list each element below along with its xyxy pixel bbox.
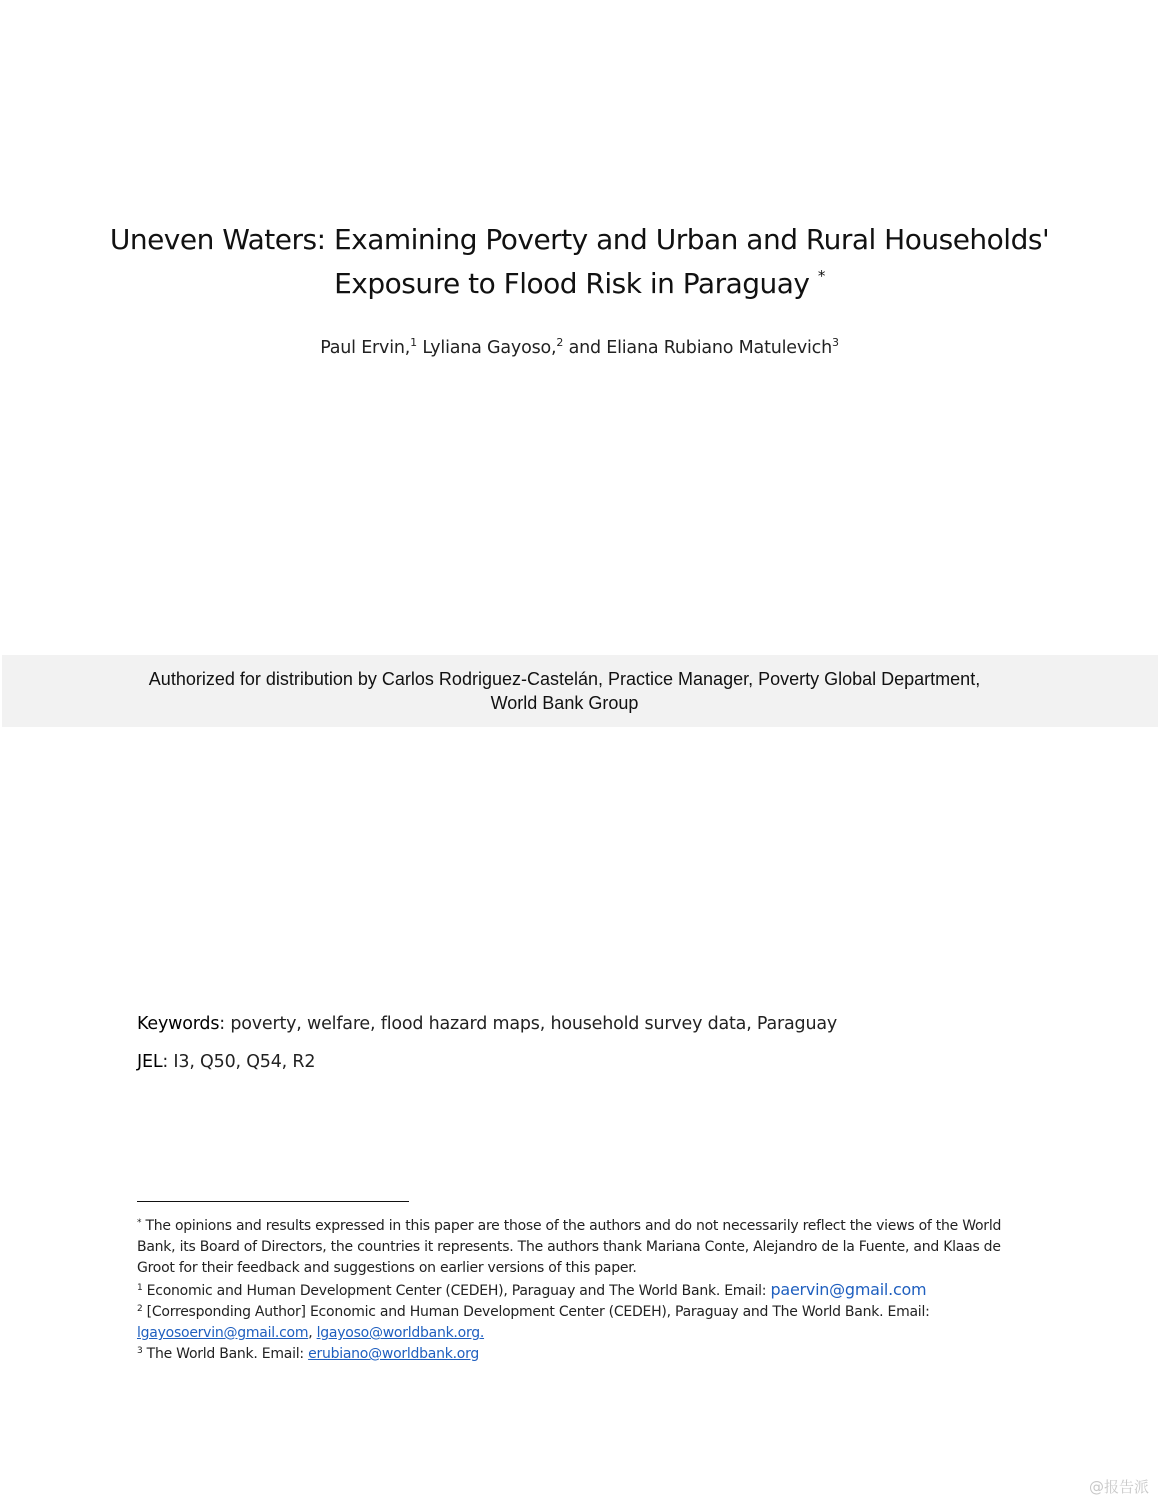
title-line-2-text: Exposure to Flood Risk in Paraguay <box>334 267 810 300</box>
authorization-text <box>102 667 1027 715</box>
keywords-text: : poverty, welfare, flood hazard maps, household survey data, Paraguay <box>219 1014 838 1034</box>
footnote-marker: 2 <box>137 1304 143 1314</box>
author-name: and Eliana Rubiano Matulevich <box>568 338 832 358</box>
authorization-line-1: Authorized for distribution by Carlos Rodriguez-Castelán, Practice Manager, Poverty Global Department, <box>148 669 981 689</box>
watermark: @报告派 <box>1088 1478 1149 1496</box>
title-line-1: Uneven Waters: Examining Poverty and Urban and Rural Households' <box>109 223 1050 256</box>
footnote-star <box>137 1216 1027 1279</box>
footnote-2 <box>137 1302 1027 1344</box>
footnote-marker: 3 <box>137 1346 143 1356</box>
author-footnote-ref[interactable]: 2 <box>556 336 564 349</box>
author-list <box>0 338 1159 358</box>
email-separator: , <box>308 1325 317 1341</box>
footnote-text: The World Bank. Email: <box>142 1346 309 1362</box>
jel-text: : I3, Q50, Q54, R2 <box>162 1052 316 1072</box>
footnote-text: Economic and Human Development Center (CEDEH), Paraguay and The World Bank. Email: <box>142 1283 771 1299</box>
email-link[interactable]: paervin@gmail.com <box>770 1280 927 1299</box>
email-link[interactable]: erubiano@worldbank.org <box>308 1346 480 1362</box>
footnote-separator <box>137 1201 409 1202</box>
author-name: Lyliana Gayoso, <box>422 338 557 358</box>
keywords-label: Keywords <box>137 1014 220 1034</box>
email-link[interactable]: lgayoso@worldbank.org. <box>316 1325 485 1341</box>
jel-label: JEL <box>137 1052 163 1072</box>
authorization-line-2: World Bank Group <box>490 693 639 713</box>
keywords-line <box>137 1014 837 1034</box>
email-link[interactable]: lgayosoervin@gmail.com <box>137 1325 309 1341</box>
footnote-text: The opinions and results expressed in this paper are those of the authors and do not necessarily reflect the views of the World Bank, its Board of Directors, the countries it represents. The authors thank Mariana Conte, Alejandro de la Fuente, and Klaas de Groot for their feedback and suggestions on earlier versions of this paper. <box>137 1218 1002 1276</box>
authorization-banner <box>2 655 1158 727</box>
footnote-3 <box>137 1344 1027 1365</box>
author-footnote-ref[interactable]: 3 <box>832 336 839 349</box>
footnote-marker: 1 <box>137 1283 143 1293</box>
author-footnote-ref[interactable]: 1 <box>410 336 417 349</box>
footnotes <box>137 1216 1027 1365</box>
paper-title <box>0 218 1159 306</box>
author-name: Paul Ervin, <box>320 338 411 358</box>
title-line-2 <box>0 262 1159 306</box>
footnote-text: [Corresponding Author] Economic and Human Development Center (CEDEH), Paraguay and The World Bank. Email: <box>142 1304 930 1320</box>
footnote-marker: * <box>137 1218 142 1228</box>
footnote-1 <box>137 1279 1027 1302</box>
title-footnote-marker[interactable]: * <box>817 267 825 285</box>
jel-codes-line <box>137 1052 315 1072</box>
